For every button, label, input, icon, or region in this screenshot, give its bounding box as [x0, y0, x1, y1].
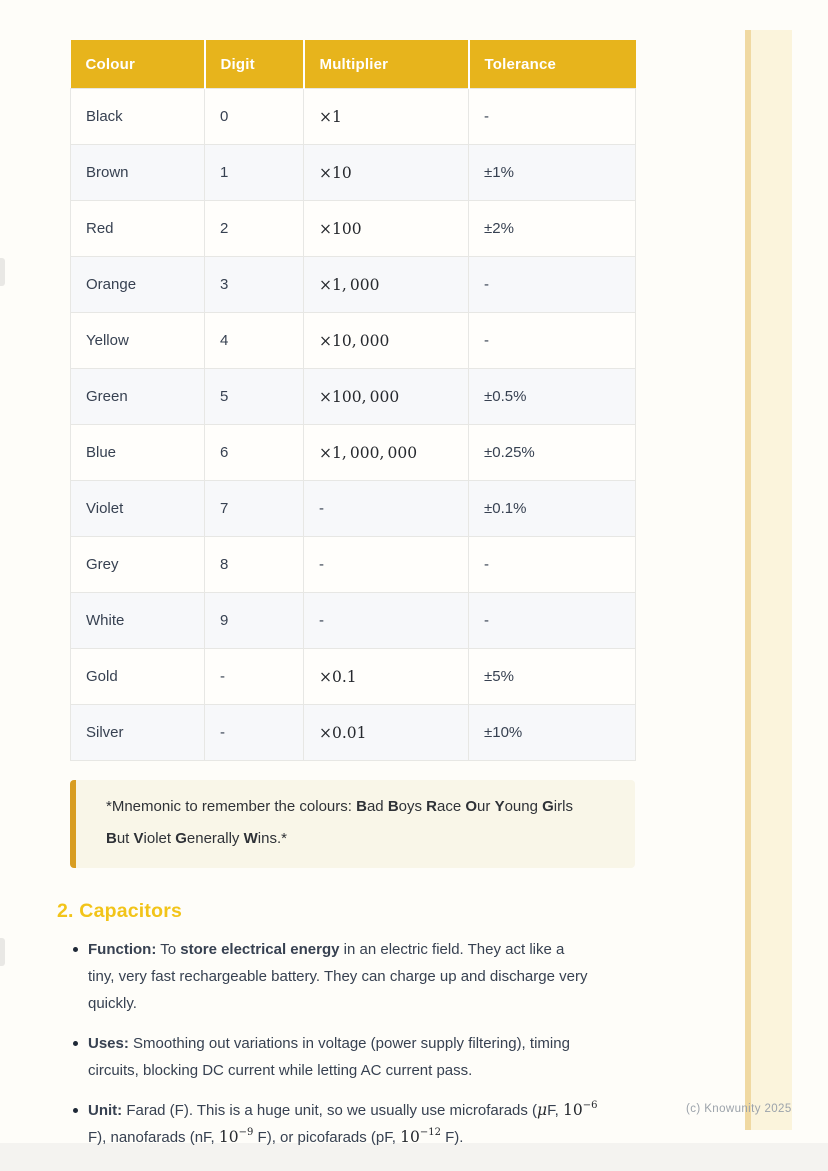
table-row — [71, 89, 636, 145]
text-segment: ins.* — [257, 830, 287, 847]
cell-digit: 8 — [205, 537, 304, 593]
cell-digit: 7 — [205, 481, 304, 537]
page-edge-band — [751, 30, 792, 1130]
cell-tolerance: - — [469, 89, 636, 145]
cell-digit: 4 — [205, 313, 304, 369]
text-segment: $10^{-9}$ — [218, 1126, 254, 1146]
cell-colour: Silver — [71, 705, 205, 761]
mnemonic-callout — [70, 780, 635, 868]
cell-colour: Red — [71, 201, 205, 257]
text-segment: $10^{-6}$ — [562, 1099, 598, 1119]
cell-tolerance: ±0.5% — [469, 369, 636, 425]
cell-multiplier: ×1, 000, 000 — [304, 425, 469, 481]
text-segment: V — [133, 830, 144, 847]
table-row — [71, 593, 636, 649]
column-header-colour: Colour — [71, 40, 205, 89]
cell-colour: Brown — [71, 145, 205, 201]
text-segment: B — [106, 830, 117, 847]
table-body — [71, 89, 636, 761]
cell-colour: Blue — [71, 425, 205, 481]
text-segment: circuits, blocking DC current while letting AC current pass. — [88, 1062, 473, 1079]
table-row — [71, 201, 636, 257]
list-item-function — [55, 936, 655, 1017]
text-segment: Uses: — [88, 1035, 129, 1052]
table-row — [71, 257, 636, 313]
table-row — [71, 425, 636, 481]
list-item-text — [88, 1097, 648, 1151]
text-segment: G — [175, 830, 187, 847]
text-segment: F, — [547, 1102, 563, 1119]
cell-tolerance: - — [469, 593, 636, 649]
text-segment: Farad (F). This is a huge unit, so we usually use microfarads ( — [122, 1102, 538, 1119]
cell-colour: Gold — [71, 649, 205, 705]
capacitors-list — [55, 936, 655, 1151]
cell-colour: White — [71, 593, 205, 649]
table-row — [71, 537, 636, 593]
cell-digit: 3 — [205, 257, 304, 313]
text-segment: G — [542, 798, 554, 815]
cell-digit: - — [205, 649, 304, 705]
text-segment: oys — [398, 798, 427, 815]
text-segment: in an electric field. They act like a — [339, 941, 565, 958]
table-header-row — [71, 40, 636, 89]
list-item-text — [88, 936, 648, 1017]
text-segment: iolet — [143, 830, 176, 847]
cell-digit: 0 — [205, 89, 304, 145]
copyright-watermark: (c) Knowunity 2025 — [686, 1103, 792, 1115]
text-segment: B — [356, 798, 367, 815]
table-row — [71, 481, 636, 537]
text-segment: store electrical energy — [180, 941, 340, 958]
text-segment: Function: — [88, 941, 157, 958]
text-segment: μ — [537, 1101, 548, 1119]
cell-tolerance: ±1% — [469, 145, 636, 201]
cell-colour: Grey — [71, 537, 205, 593]
cell-tolerance: - — [469, 257, 636, 313]
list-item-uses — [55, 1030, 655, 1084]
section-heading-capacitors: 2. Capacitors — [57, 900, 183, 922]
cell-multiplier: - — [304, 537, 469, 593]
text-segment: $10^{-12}$ — [400, 1126, 441, 1146]
text-segment: B — [387, 798, 399, 815]
cell-multiplier: ×1 — [304, 89, 469, 145]
cell-tolerance: - — [469, 313, 636, 369]
cell-tolerance: ±5% — [469, 649, 636, 705]
cell-multiplier: ×0.01 — [304, 705, 469, 761]
left-edge-mark — [0, 938, 5, 966]
cell-digit: 9 — [205, 593, 304, 649]
cell-multiplier: ×10, 000 — [304, 313, 469, 369]
column-header-digit: Digit — [205, 40, 304, 89]
text-segment: *Mnemonic to remember the colours: — [106, 798, 357, 815]
table-row — [71, 649, 636, 705]
colour-code-table — [70, 40, 636, 761]
text-segment: R — [426, 798, 438, 815]
cell-colour: Green — [71, 369, 205, 425]
text-segment: enerally — [186, 830, 244, 847]
table-row — [71, 705, 636, 761]
text-segment: O — [465, 798, 478, 815]
text-segment: F). — [440, 1129, 464, 1146]
cell-digit: - — [205, 705, 304, 761]
text-segment: oung — [504, 798, 543, 815]
cell-multiplier: ×100, 000 — [304, 369, 469, 425]
cell-multiplier: ×10 — [304, 145, 469, 201]
text-segment: tiny, very fast rechargeable battery. They can charge up and discharge very — [88, 968, 588, 985]
table-row — [71, 145, 636, 201]
cell-multiplier: ×100 — [304, 201, 469, 257]
cell-digit: 5 — [205, 369, 304, 425]
bullet-icon — [73, 1108, 78, 1113]
cell-tolerance: ±2% — [469, 201, 636, 257]
text-segment: ad — [366, 798, 388, 815]
cell-colour: Yellow — [71, 313, 205, 369]
cell-tolerance: ±0.25% — [469, 425, 636, 481]
text-segment: F), or picofarads (pF, — [253, 1129, 401, 1146]
text-segment: Smoothing out variations in voltage (power supply filtering), timing — [128, 1035, 570, 1052]
cell-digit: 6 — [205, 425, 304, 481]
column-header-tolerance: Tolerance — [469, 40, 636, 89]
cell-digit: 1 — [205, 145, 304, 201]
bullet-icon — [73, 1041, 78, 1046]
table-row — [71, 313, 636, 369]
text-segment: W — [243, 830, 258, 847]
cell-multiplier: - — [304, 481, 469, 537]
cell-multiplier: ×0.1 — [304, 649, 469, 705]
cell-digit: 2 — [205, 201, 304, 257]
bullet-icon — [73, 947, 78, 952]
cell-colour: Violet — [71, 481, 205, 537]
mnemonic-text — [76, 780, 635, 868]
list-item-text — [88, 1030, 648, 1084]
text-segment: ut — [116, 830, 134, 847]
text-segment: irls — [553, 798, 573, 815]
table-row — [71, 369, 636, 425]
cell-colour: Orange — [71, 257, 205, 313]
left-edge-mark — [0, 258, 5, 286]
text-segment: F), nanofarads (nF, — [88, 1129, 219, 1146]
cell-tolerance: ±0.1% — [469, 481, 636, 537]
text-segment: Unit: — [88, 1102, 123, 1119]
list-item-unit — [55, 1097, 655, 1151]
cell-multiplier: - — [304, 593, 469, 649]
colour-code-table-wrap — [70, 40, 635, 761]
text-segment: To — [156, 941, 181, 958]
column-header-multiplier: Multiplier — [304, 40, 469, 89]
text-segment: ur — [477, 798, 495, 815]
cell-multiplier: ×1, 000 — [304, 257, 469, 313]
text-segment: Y — [494, 798, 505, 815]
cell-colour: Black — [71, 89, 205, 145]
cell-tolerance: - — [469, 537, 636, 593]
text-segment: quickly. — [88, 995, 137, 1012]
cell-tolerance: ±10% — [469, 705, 636, 761]
text-segment: ace — [437, 798, 466, 815]
